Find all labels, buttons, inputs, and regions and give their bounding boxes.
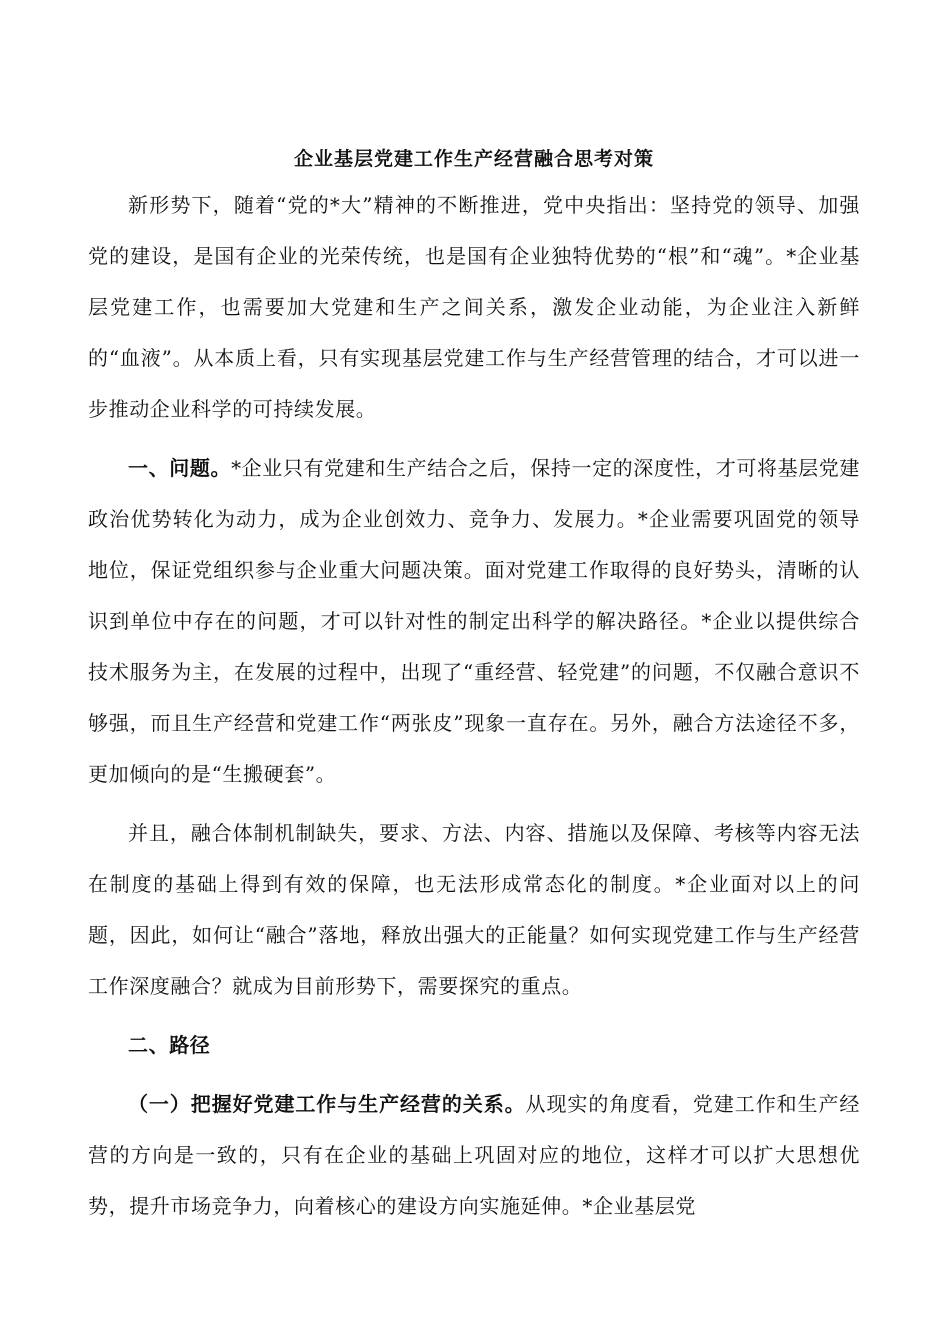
document-title: 企业基层党建工作生产经营融合思考对策 xyxy=(293,148,654,170)
section-path-heading: 二、路径 xyxy=(128,1033,211,1057)
section-problem-heading: 一、问题。 xyxy=(128,456,232,480)
document-page xyxy=(88,140,860,1240)
intro-paragraph: 新形势下，随着“党的*大”精神的不断推进，党中央指出：坚持党的领导、加强党的建设，是国有企业的光荣传统，也是国有企业独特优势的“根”和“魂”。*企业基层党建工作，也需要加大党建和生产之间关系，激发企业动能，为企业注入新鲜的“血液”。从本质上看，只有实现基层党建工作与生产经营管理的结合，才可以进一步推动企业科学的可持续发展。 xyxy=(88,193,860,421)
section-problem-paragraph xyxy=(88,443,860,800)
problem-continuation-paragraph: 并且，融合体制机制缺失，要求、方法、内容、措施以及保障、考核等内容无法在制度的基础上得到有效的保障，也无法形成常态化的制度。*企业面对以上的问题，因此，如何让“融合”落地，释放出强大的正能量？如何实现党建工作与生产经营工作深度融合？就成为目前形势下，需要探究的重点。 xyxy=(88,821,860,998)
subsection-relationship-paragraph xyxy=(88,1079,860,1232)
section-problem-body: *企业只有党建和生产结合之后，保持一定的深度性，才可将基层党建政治优势转化为动力，成为企业创效力、竞争力、发展力。*企业需要巩固党的领导地位，保证党组织参与企业重大问题决策。面对党建工作取得的良好势头，清晰的认识到单位中存在的问题，才可以针对性的制定出科学的解决路径。*企业以提供综合技术服务为主，在发展的过程中，出现了“重经营、轻党建”的问题，不仅融合意识不够强，而且生产经营和党建工作“两张皮”现象一直存在。另外，融合方法途径不多，更加倾向的是“生搬硬套”。 xyxy=(88,456,860,786)
subsection-relationship-heading: （一）把握好党建工作与生产经营的关系。 xyxy=(128,1092,526,1116)
subsection-relationship-body: 从现实的角度看，党建工作和生产经营的方向是一致的，只有在企业的基础上巩固对应的地位，这样才可以扩大思想优势，提升市场竞争力，向着核心的建设方向实施延伸。*企业基层党 xyxy=(88,1092,860,1218)
